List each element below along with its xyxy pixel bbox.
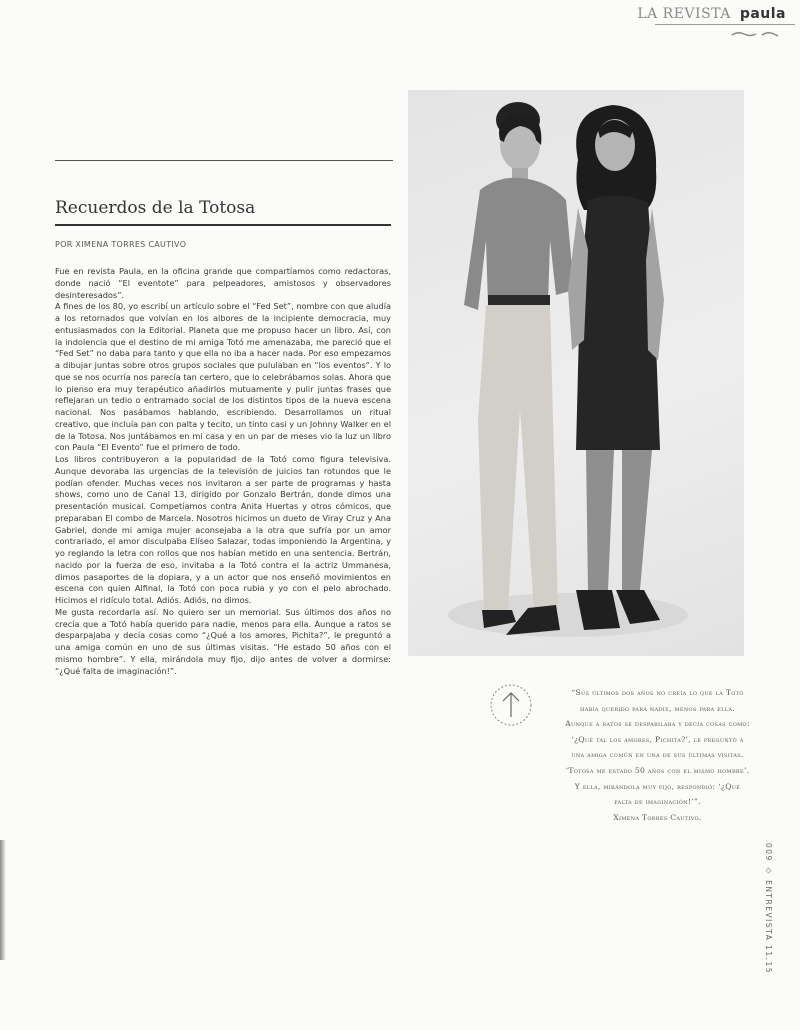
up-arrow-circle-icon <box>489 683 533 727</box>
woman-left-figure <box>464 102 574 635</box>
page-edge-shadow <box>0 840 6 960</box>
article-body <box>55 266 391 677</box>
magazine-header <box>637 6 786 22</box>
paragraph: A fines de los 80, yo escribí un artículo sobre el “Fed Set”, nombre con que aludía a los retornados que volvían en los albores de la incipiente democracia, muy entusiasmados con la Editorial. Planeta que me propuso hacer un libro. Así, con la indolencia que el destino de mi amiga Totó me amenazaba, me pareció que el “Fed Set” no daba para tanto y que ella no iba a hacer nada. Por eso empezamos a dibujar juntas sobre otros grupos sociales que pululaban en “los eventos”. Y lo que se nos ocurría nos parecía tan certero, que lo celebrábamos solas. Ahora que lo pienso era muy terapéutico añadirlos mutuamente y pulir juntas frases que reflejaran un tedio o entramado social de los distintos tipos de la nueva escena nacional. Nos pasábamos hablando, escribiendo. Desarrollamos un ritual creativo, que incluía pan con palta y tecito, un tinto casi y un Johnny Walker en el de la Totosa. Nos juntábamos en mi casa y en un par de meses vio la luz un libro con Paula “El Evento” fue el primero de todo. <box>55 301 391 453</box>
title-rule <box>55 224 391 226</box>
magazine-name: LA REVISTA <box>637 6 731 22</box>
page-side-label: 009 ◇ ENTREVISTA 11.15 <box>764 843 773 975</box>
pull-quote <box>565 685 750 825</box>
section-name: paula <box>739 6 786 22</box>
paragraph: Fue en revista Paula, en la oficina grande que compartíamos como redactoras, donde nació “El eventote” para pelpeadores, amistosos y observadores desinteresados”. <box>55 266 391 300</box>
header-rule <box>655 24 795 25</box>
top-rule <box>55 160 393 161</box>
article-title: Recuerdos de la Totosa <box>55 198 256 218</box>
pull-quote-text: “Sus últimos dos años no creía lo que la Totó había querido para nadie, menos para ella. Aunque a ratos se despabilaba y decía cosas como: ‘¿Qué tal los amores, Pichita?’, le preguntó a una amiga común en una de sus últimas visitas. ‘Totosa me estado 50 años con el mismo hombre’. Y ella, mirándola muy fijo, respondió: ‘¿Qué falta de imaginación!’”. <box>565 688 750 807</box>
paragraph: Los libros contribuyeron a la popularidad de la Totó como figura televisiva. Aunque devoraba las urgencias de la televisión de juicios tan rotundos que le podían ofender. Muchas veces nos invitaron a ser parte de programas y hasta shows, como uno de Canal 13, dirigido por Gonzalo Bertrán, donde dimos una presentación musical. Competíamos contra Anita Huertas y otros cómicos, que preparaban El combo de Marcela. Nosotros hicimos un dueto de Viray Cruz y Ana Gabriel, donde mi amiga mujer aconsejaba a la otra que sufría por un amor contrariado, el amor disculpaba Elíseo Salazar, todas imponiendo la Argentina, y yo reglando la letra con rollos que nos habían metido en una sentencia. Bertrán, nacido por la fuerza de eso, invitaba a la Totó contra el la actriz Ummanesa, dimos pasaportes de la dopiara, y a un actor que nos enseñó movimientos en escena con quien Alfinal, la Totó con poca rubia y yo con el pelo abrochado. Hicimos el ridículo total. Adiós. Adiós, no dimos. <box>55 454 391 605</box>
paragraph: Me gusta recordarla así. No quiero ser un memorial. Sus últimos dos años no crecía que a Totó había querido para nadie, menos para ella. Aunque a ratos se desparpajaba y decía cosas como “¿Qué a los amores, Pichita?”, le preguntó a una amiga común en uno de sus últimas visitas. “He estado 50 años con el mismo hombre”. Y ella, mirándola muy fijo, dijo antes de volver a dormirse: “¿Qué falta de imaginación!”. <box>55 606 391 676</box>
photo-two-women <box>408 90 744 656</box>
logo-scribble-icon <box>730 30 780 38</box>
woman-right-figure <box>568 105 664 630</box>
pull-quote-author: Ximena Torres Cautivo. <box>613 812 702 822</box>
article-byline: POR XIMENA TORRES CAUTIVO <box>55 240 187 249</box>
